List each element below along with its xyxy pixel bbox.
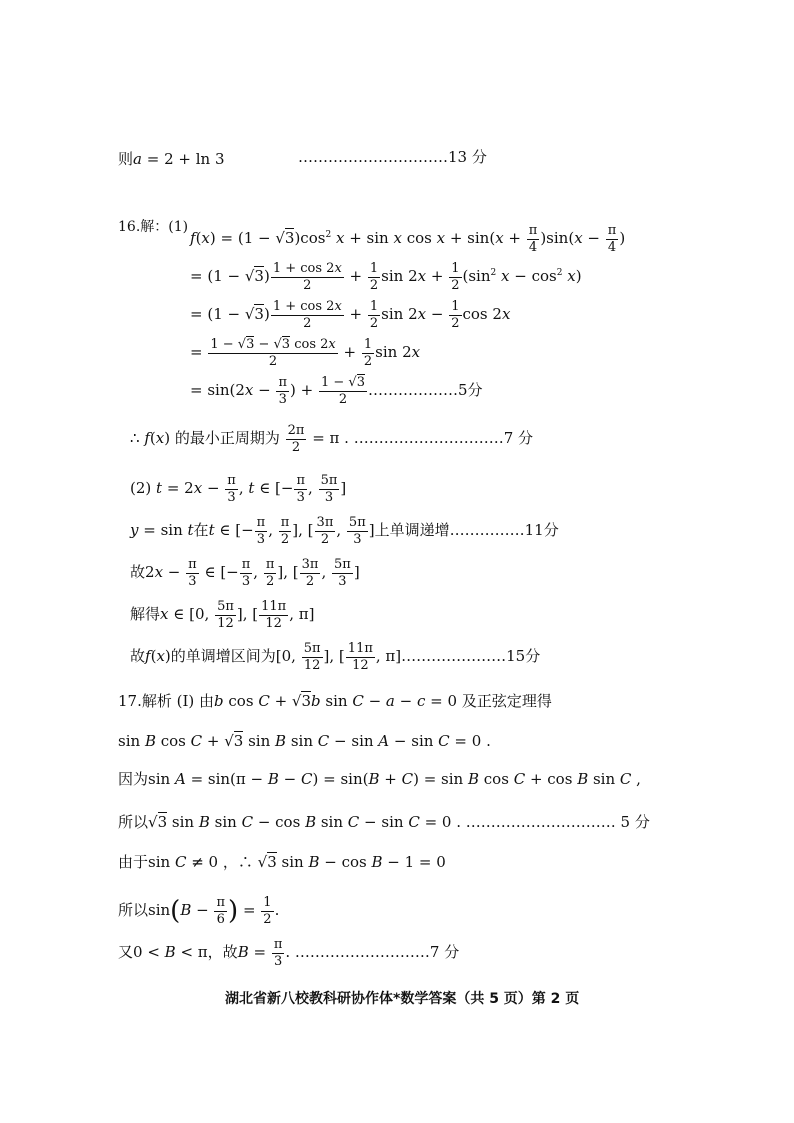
q16-part2-gu: 故2x − $\frac{\pi}{3}$ ∈ [− $\frac{\pi}{3}$ , $\frac{\pi}{2}$ ], [ $\frac{3\pi}{2}$ , $\frac{5\pi}{3}$ ] xyxy=(130,557,360,589)
q16-period: ∴ f(x) 的最小正周期为 $\frac{2\pi}{2}$ = π . …………………………7 分 xyxy=(130,423,534,455)
prev-answer-line: 则a = 2 + ln 3 xyxy=(118,150,225,168)
q16-eq2: = (1 − √3) $\frac{1 + \cos 2x}{2}$ + $\frac{1}{2}$ sin 2x + $\frac{1}{2}$ ($\sin^2$ $x - \cos^2 x$) xyxy=(190,261,582,293)
q17-line3: 因为sin A = sin(π − B − C) = sin(B + C) = sin B cos C + cos B sin C , xyxy=(118,770,641,788)
q17-line2: sin B cos C + √3 sin B sin C − sin A − sin C = 0 . xyxy=(118,732,491,750)
q16-eq5: = sin(2x − $\frac{\pi}{3}$ ) + $\frac{1 - √3}{2}$ ………………5分 xyxy=(190,375,483,407)
q17-line4: 所以√3 sin B sin C − cos B sin C − sin C = 0 . ………………………… 5 分 xyxy=(118,813,650,831)
q16-part2-solve: 解得x ∈ [0, $\frac{5\pi}{12}$ ], [ $\frac{11\pi}{12}$ , π] xyxy=(130,599,315,631)
q17-line7: 又0 < B < π，故B = $\frac{\pi}{3}$ . ………………………7 分 xyxy=(118,937,460,969)
q16-eq3: = (1 − √3) $\frac{1 + \cos 2x}{2}$ + $\frac{1}{2}$ sin 2x − $\frac{1}{2}$ cos 2x xyxy=(190,299,511,331)
page-footer: 湖北省新八校教科研协作体*数学答案（共 5 页）第 2 页 xyxy=(225,991,580,1007)
q17-line1: 17.解析 (I) 由b cos C + √3b sin C − a − c = 0 及正弦定理得 xyxy=(118,692,552,710)
q16-eq4: = $\frac{1 - √3 - √3 \cos 2x}{2}$ + $\frac{1}{2}$ sin 2x xyxy=(190,337,421,369)
q16-part2-t: (2) t = 2x − $\frac{\pi}{3}$ , t ∈ [− $\frac{\pi}{3}$ , $\frac{5\pi}{3}$ ] xyxy=(130,473,347,505)
q16-label: 16.解：(1) xyxy=(118,219,189,235)
q16-conclusion: 故f(x)的单调增区间为[0, $\frac{5\pi}{12}$ ], [ $\frac{11\pi}{12}$ , π]…………………15分 xyxy=(130,641,541,673)
q16-part2-incr: y = sin t在t ∈ [− $\frac{\pi}{3}$ , $\frac{\pi}{2}$ ], [ $\frac{3\pi}{2}$ , $\frac{5\pi}{3}$ ]上单调递增……………11分 xyxy=(130,515,559,547)
prev-answer-score: …………………………13 分 xyxy=(298,148,487,166)
q17-line6: 所以sin(B − $\frac{\pi}{6}$ ) = $\frac{1}{2}$ . xyxy=(118,895,280,927)
q16-eq1: $f(x) = (1 - √3)\cos^2$ x + sin x cos x + sin(x + $\frac{\pi}{4}$ )sin(x − $\frac{\pi}{4}$ ) xyxy=(190,223,626,255)
q17-line5: 由于sin C ≠ 0 ，∴ √3 sin B − cos B − 1 = 0 xyxy=(118,853,446,871)
